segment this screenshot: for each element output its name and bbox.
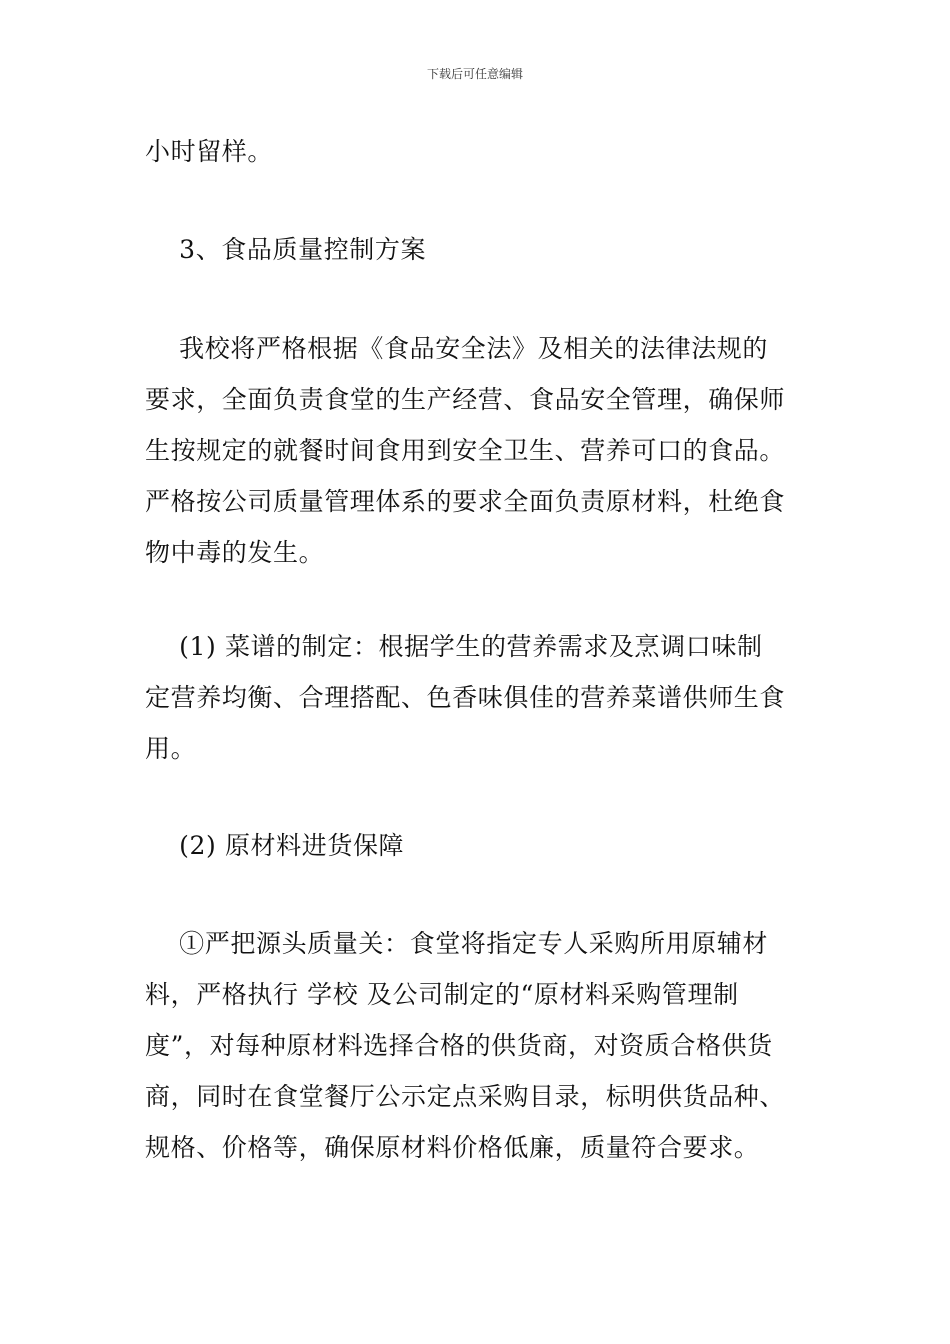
text-line: 3、食品质量控制方案 [145,235,427,264]
section-heading-food-quality [145,224,810,275]
text-line: 商，同时在食堂餐厅公示定点采购目录，标明供货品种、 [145,1082,786,1111]
text-line: 规格、价格等，确保原材料价格低廉，质量符合要求。 [145,1133,760,1162]
text-line: ①严把源头质量关：食堂将指定专人采购所用原辅材 [145,929,768,958]
page-header-note: 下载后可任意编辑 [426,67,523,81]
text-line: 小时留样。 [145,137,274,166]
paragraph-source-quality-control [145,918,810,1173]
subheading-raw-material-supply [145,820,810,871]
text-line: (2) 原材料进货保障 [145,831,405,860]
text-line: (1) 菜谱的制定：根据学生的营养需求及烹调口味制 [145,632,763,661]
text-line: 料，严格执行 学校 及公司制定的“原材料采购管理制 [145,980,739,1009]
text-line: 严格按公司质量管理体系的要求全面负责原材料，杜绝食 [145,487,786,516]
text-line: 度”，对每种原材料选择合格的供货商，对资质合格供货 [145,1031,773,1060]
paragraph-food-safety-law [145,323,810,578]
text-line: 我校将严格根据《食品安全法》及相关的法律法规的 [145,334,768,363]
paragraph-menu-planning [145,621,810,774]
text-line: 物中毒的发生。 [145,538,325,567]
paragraph-sample-retention [145,126,810,177]
text-line: 用。 [145,734,197,763]
text-line: 生按规定的就餐时间食用到安全卫生、营养可口的食品。 [145,436,786,465]
text-line: 要求，全面负责食堂的生产经营、食品安全管理，确保师 [145,385,786,414]
text-line: 定营养均衡、合理搭配、色香味俱佳的营养菜谱供师生食 [145,683,786,712]
